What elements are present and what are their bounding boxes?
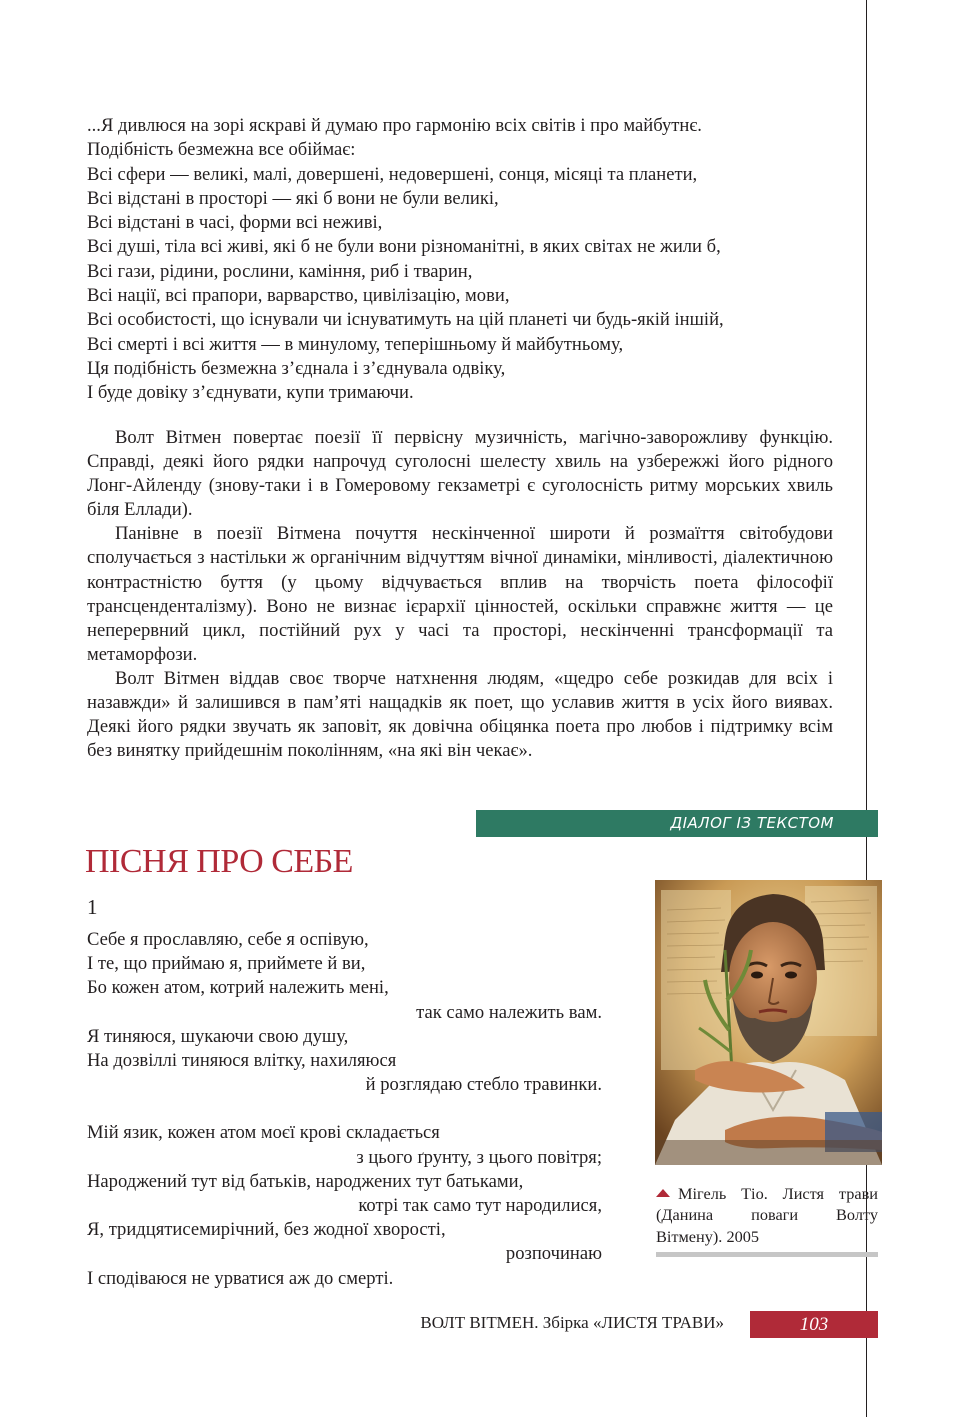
- poem-line: Мій язик, кожен атом моєї крові складається: [87, 1122, 440, 1144]
- epigraph-line: Всі відстані в просторі — які б вони не були великі,: [87, 187, 499, 209]
- page-number: 103: [750, 1311, 878, 1338]
- epigraph-line: ...Я дивлюся на зорі яскраві й думаю про гармонію всіх світів і про майбутнє.: [87, 115, 702, 136]
- prose-paragraph: Волт Вітмен віддав своє творче натхнення людям, «щедро себе розкидав для всіх і назавжди» й залишився в пам’яті нащадків як поет, що уславив життя в усіх його виявах. Деякі його рядки звучать як заповіт, як довічна обіцянка поета про любов і підтримку всім без винятку прийдешнім поколінням, «на які він чекає».: [87, 667, 833, 762]
- prose-paragraph: Волт Вітмен повертає поезії її первісну музичність, магічно-заворожливу функцію. Справді, деякі його рядки напрочуд суголосні шелесту хвиль на узбережжі його рідного Лонг-Айленду (знову-таки і в Гомеровому гекзаметрі є суголосність ритму морських хвиль біля Еллади).: [87, 427, 833, 521]
- painting-caption: [656, 1183, 878, 1247]
- caption-triangle-icon: [656, 1189, 670, 1197]
- poem-line: Я, тридцятисемирічний, без жодної хворості,: [87, 1219, 446, 1241]
- epigraph-line: Всі особистості, що існували чи існуватимуть на цій планеті чи будь-якій іншій,: [87, 309, 724, 331]
- poem-text: [87, 928, 602, 1291]
- poem-line: з цього ґрунту, з цього повітря;: [356, 1146, 602, 1168]
- poem-line: котрі так само тут народилися,: [358, 1195, 602, 1217]
- stanza-gap: [87, 1097, 602, 1121]
- poem-line: Бо кожен атом, котрий належить мені,: [87, 977, 389, 999]
- poem-line: розпочинаю: [505, 1243, 602, 1265]
- epigraph-line: Всі гази, рідини, рослини, каміння, риб і тварин,: [87, 260, 473, 282]
- prose-paragraph: Панівне в поезії Вітмена почуття нескінченної широти й розмаїття світобудови сполучається з настільки ж органічним відчуттям вічної динаміки, мінливості, діалектичною контрастністю буття (у цьому відчувається вплив на творчість поета філософії трансценденталізму). Воно не визнає ієрархії цінностей, оскільки справжнє життя — це неперервний цикл, постійний рух у часі та просторі, нескінченні трансформації та метаморфози.: [87, 523, 833, 665]
- prose-block: [87, 426, 833, 763]
- poem-line: Себе я прославляю, себе я оспівую,: [87, 929, 369, 950]
- poem-line: Я тиняюся, шукаючи свою душу,: [87, 1025, 349, 1047]
- running-footer-title: ВОЛТ ВІТМЕН. Збірка «ЛИСТЯ ТРАВИ»: [420, 1313, 724, 1332]
- portrait-painting: [655, 880, 882, 1165]
- epigraph-line: І буде довіку з’єднувати, купи тримаючи.: [87, 382, 414, 404]
- epigraph-line: Всі сфери — великі, малі, довершені, недовершені, сонця, місяці та планети,: [87, 163, 698, 185]
- caption-text: Мігель Тіо. Листя трави (Данина поваги Волту Вітмену). 2005: [656, 1184, 878, 1246]
- epigraph-block: [87, 114, 847, 406]
- epigraph-line: Подібність безмежна все обіймає:: [87, 139, 356, 161]
- poem-line: так само належить вам.: [416, 1001, 602, 1023]
- caption-divider: [656, 1252, 878, 1257]
- poem-section-number: 1: [87, 895, 98, 919]
- epigraph-line: Всі душі, тіла всі живі, які б не були вони різноманітні, в яких світах не жили б,: [87, 236, 721, 258]
- section-banner: ДІАЛОГ ІЗ ТЕКСТОМ: [476, 810, 878, 837]
- poem-line: І те, що приймаю я, приймете й ви,: [87, 953, 366, 975]
- poem-line: І сподіваюся не урватися аж до смерті.: [87, 1267, 394, 1289]
- poem-line: й розглядаю стебло травинки.: [365, 1074, 602, 1096]
- poem-title: ПІСНЯ ПРО СЕБЕ: [85, 843, 353, 880]
- epigraph-line: Всі нації, всі прапори, варварство, цивілізацію, мови,: [87, 285, 510, 307]
- poem-line: На дозвіллі тиняюся влітку, нахиляюся: [87, 1050, 397, 1072]
- epigraph-line: Всі смерті і всі життя — в минулому, теперішньому й майбутньому,: [87, 333, 624, 355]
- epigraph-line: Всі відстані в часі, форми всі неживі,: [87, 212, 383, 234]
- poem-line: Народжений тут від батьків, народжених тут батьками,: [87, 1170, 524, 1192]
- epigraph-line: Ця подібність безмежна з’єднала і з’єднувала одвіку,: [87, 357, 506, 379]
